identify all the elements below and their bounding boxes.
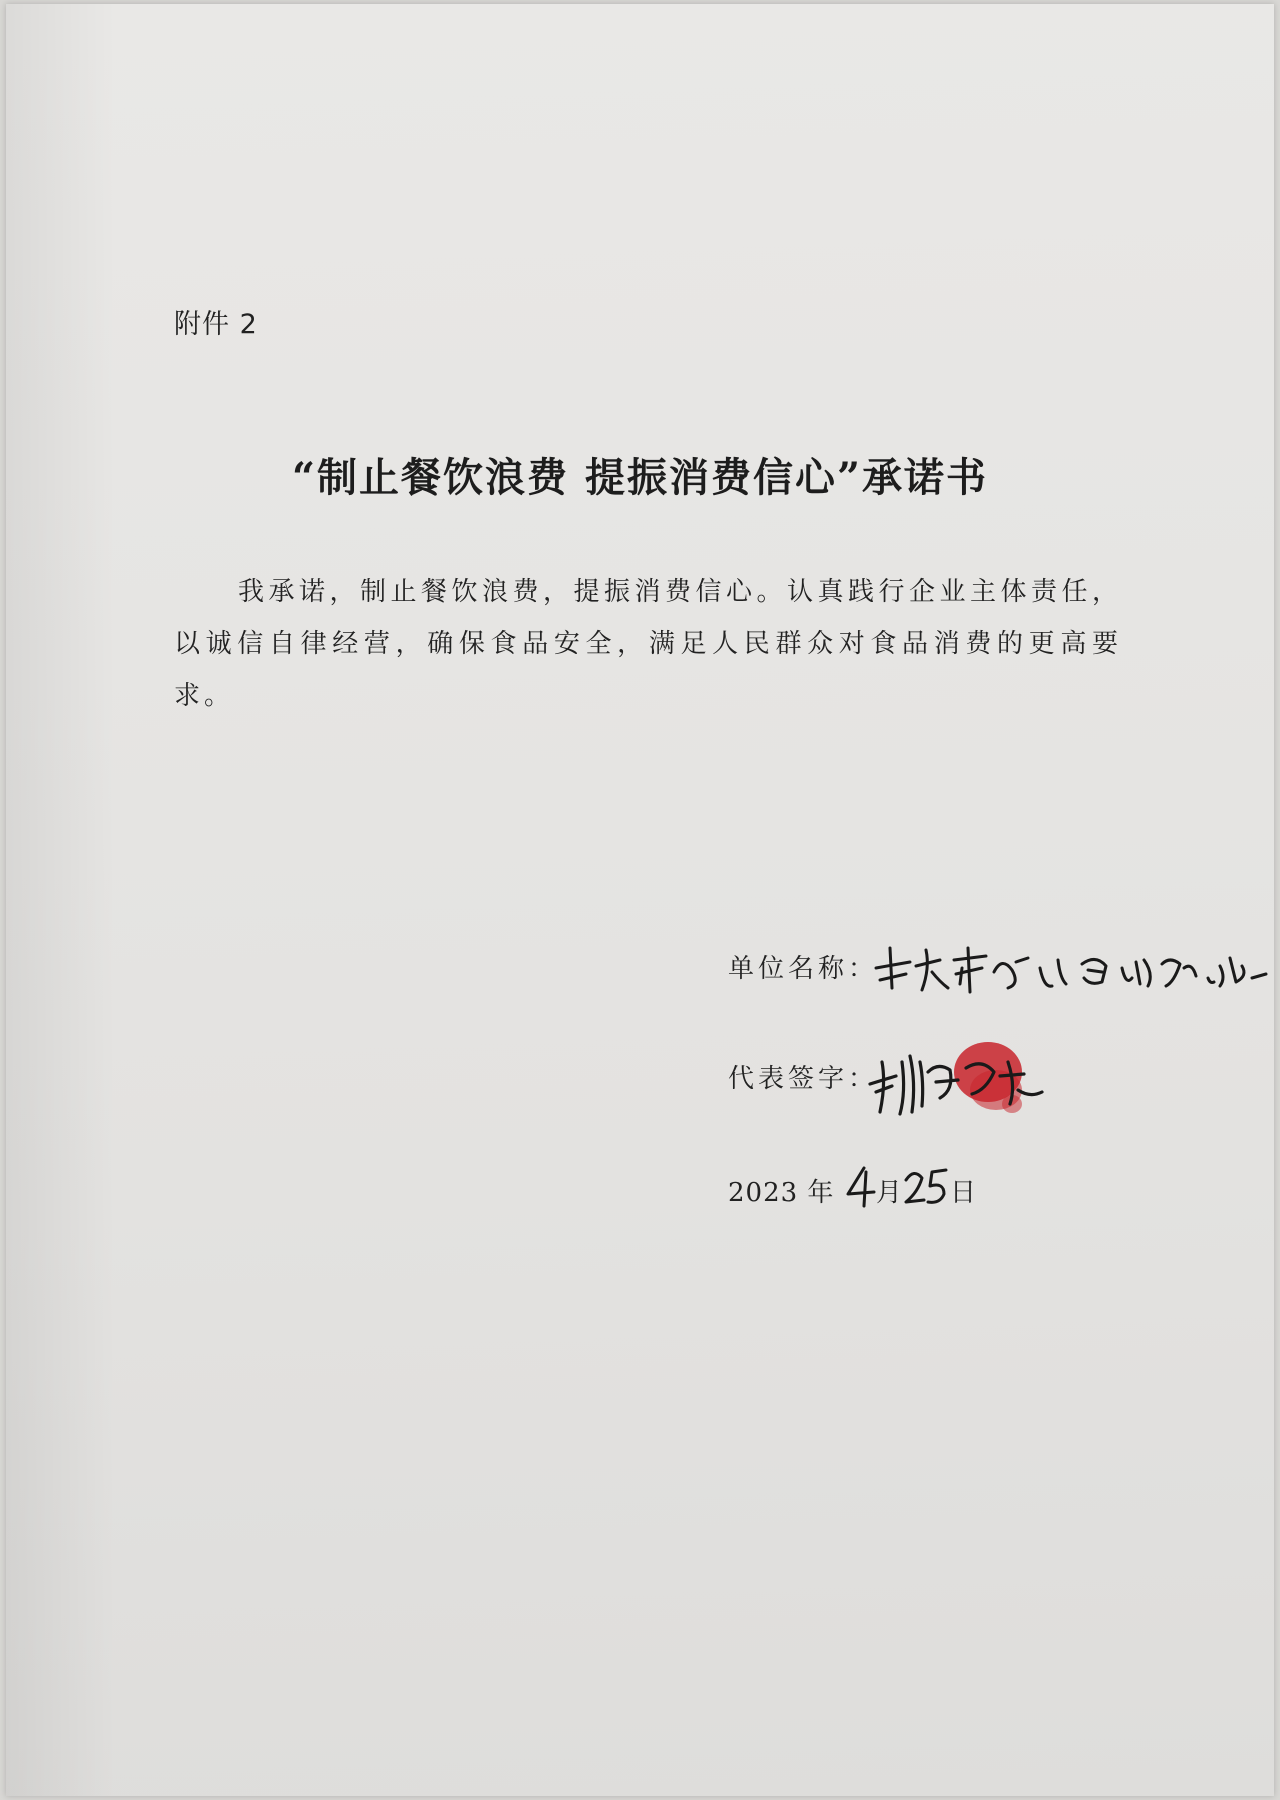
red-seal-icon [866, 1032, 1066, 1132]
day-char: 日 [950, 1178, 977, 1208]
page-shadow [6, 4, 116, 1796]
attachment-label: 附件 2 [174, 309, 258, 340]
month-char: 月 [876, 1178, 903, 1208]
handwritten-signature [866, 1032, 1066, 1132]
document-title: “制止餐饮浪费 提振消费信心”承诺书 [292, 454, 988, 501]
document-page [6, 4, 1274, 1796]
handwritten-day [900, 1162, 952, 1212]
signature-label: 代表签字： [728, 1064, 879, 1094]
unit-name-label: 单位名称： [728, 954, 879, 984]
handwritten-unit-name [870, 938, 1270, 1008]
date-year: 2023 年 [728, 1178, 835, 1208]
pledge-body: 我承诺，制止餐饮浪费，提振消费信心。认真践行企业主体责任，以诚信自律经营，确保食品安全，满足人民群众对食品消费的更高要求。 [174, 577, 1122, 711]
